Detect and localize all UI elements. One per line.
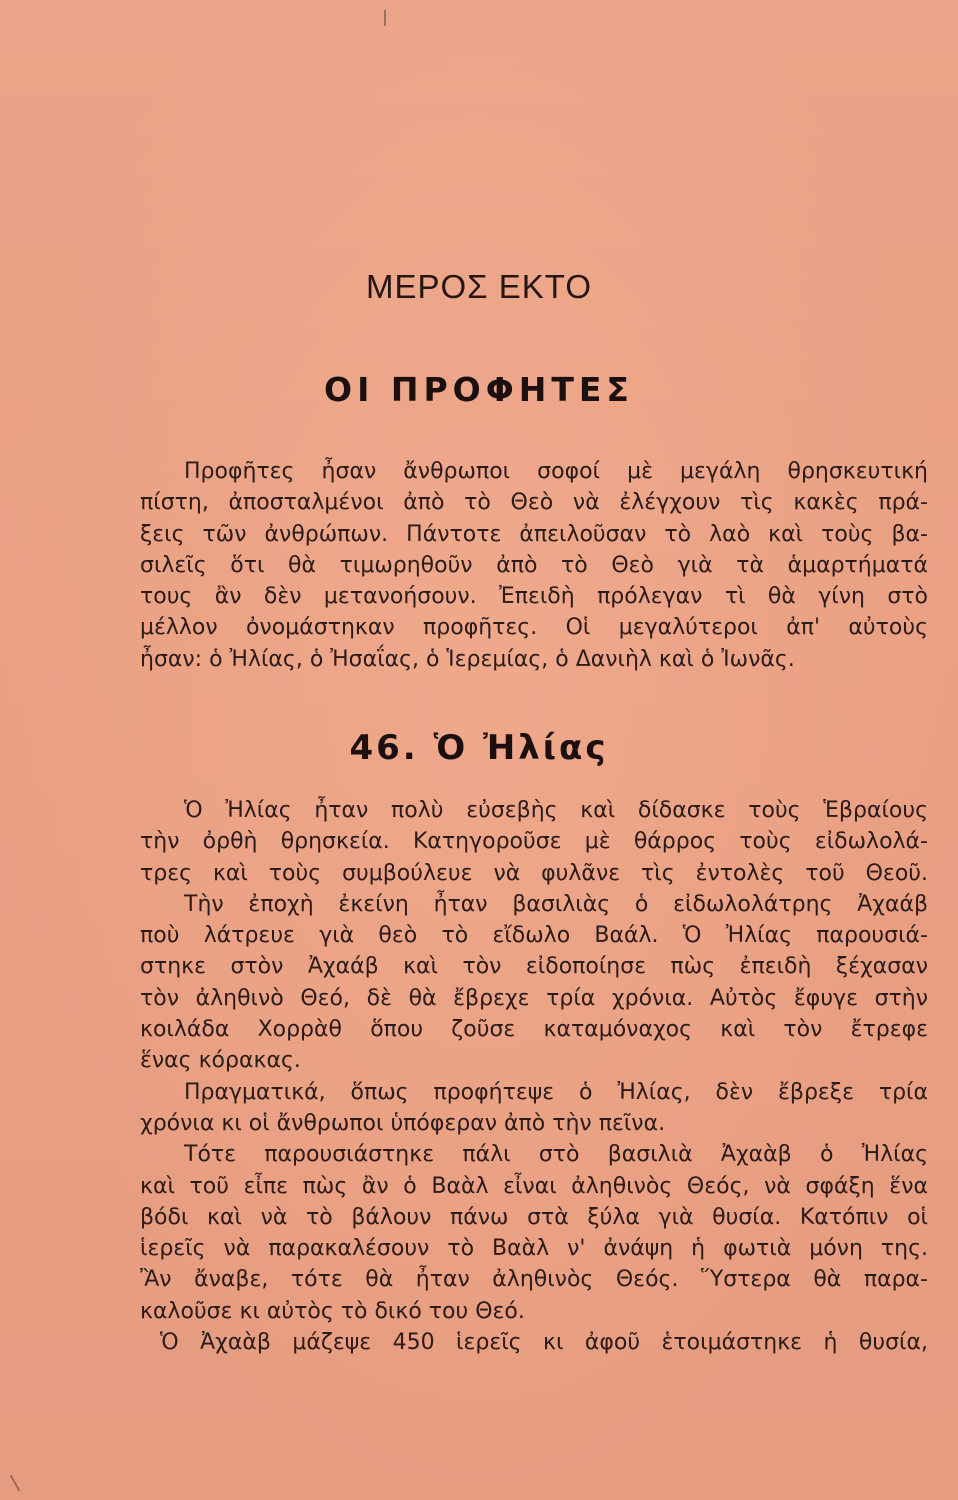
text-line: στηκε στὸν Ἀχαάβ καὶ τὸν εἰδοποίησε πὼς ἐπειδὴ ξέχασαν [140, 954, 928, 980]
text-line: Ὁ Ἀχαὰβ μάζεψε 450 ἱερεῖς κι ἀφοῦ ἑτοιμάστηκε ἡ θυσία, [160, 1330, 928, 1356]
text-line: Προφῆτες ἦσαν ἄνθρωποι σοφοί μὲ μεγάλη θρησκευτική [184, 459, 928, 484]
text-line: Τὴν ἐποχὴ ἐκείνη ἦταν βασιλιὰς ὁ εἰδωλολάτρης Ἀχαάβ [184, 891, 928, 917]
text-line: τους ἂν δὲν μετανοήσουν. Ἐπειδὴ πρόλεγαν τὶ θὰ γίνη στὸ [140, 584, 928, 610]
text-line: ἕνας κόρακας. [140, 1048, 301, 1074]
text-line: κοιλάδα Χορρὰθ ὅπου ζοῦσε καταμόναχος καὶ τὸν ἔτρεφε [140, 1017, 928, 1043]
text-line: Πραγματικά, ὅπως προφήτεψε ὁ Ἠλίας, δὲν ἔβρεξε τρία [184, 1079, 928, 1105]
text-line: καλοῦσε κι αὐτὸς τὸ δικό του Θεό. [140, 1298, 525, 1324]
part-heading: ΜΕΡΟΣ ΕΚΤΟ [366, 268, 592, 305]
text-line: σιλεῖς ὅτι θὰ τιμωρηθοῦν ἀπὸ τὸ Θεὸ γιὰ τὰ ἁμαρτήματά [140, 552, 928, 578]
intro-paragraph [140, 456, 928, 675]
page-stain-mark [10, 1475, 21, 1492]
text-line: Ὁ Ἠλίας ἦταν πολὺ εὐσεβὴς καὶ δίδασκε τοὺς Ἑβραίους [184, 798, 928, 823]
text-line: καὶ τοῦ εἶπε πὼς ἂν ὁ Βαὰλ εἶναι ἀληθινὸς Θεός, νὰ σφάξη ἕνα [140, 1173, 928, 1199]
text-line: Ἂν ἄναβε, τότε θὰ ἦταν ἀληθινὸς Θεός. Ὕστερα θὰ παρα- [140, 1267, 928, 1293]
chapter-heading: ΟΙ ΠΡΟΦΗΤΕΣ [324, 370, 634, 409]
text-line: τὴν ὀρθὴ θρησκεία. Κατηγοροῦσε μὲ θάρρος τοὺς εἰδωλολά- [140, 829, 928, 855]
section-heading: 46. Ὁ Ἠλίας [349, 728, 609, 768]
body-text [140, 795, 928, 1358]
text-line: ἦσαν: ὁ Ἠλίας, ὁ Ἠσαΐας, ὁ Ἱερεμίας, ὁ Δανιὴλ καὶ ὁ Ἰωνᾶς. [140, 646, 795, 672]
text-line: τὸν ἀληθινὸ Θεό, δὲ θὰ ἔβρεχε τρία χρόνια. Αὐτὸς ἔφυγε στὴν [140, 985, 928, 1011]
text-line: χρόνια κι οἱ ἄνθρωποι ὑπόφεραν ἀπὸ τὴν πεῖνα. [140, 1110, 666, 1136]
text-line: ἱερεῖς νὰ παρακαλέσουν τὸ Βαὰλ ν' ἀνάψη ἡ φωτιὰ μόνη της. [140, 1236, 928, 1262]
text-line: ξεις τῶν ἀνθρώπων. Πάντοτε ἀπειλοῦσαν τὸ λαὸ καὶ τοὺς βα- [140, 521, 928, 547]
text-line: βόδι καὶ νὰ τὸ βάλουν πάνω στὰ ξύλα γιὰ θυσία. Κατόπιν οἱ [140, 1204, 928, 1230]
text-line: τρες καὶ τοὺς συμβούλευε νὰ φυλᾶνε τὶς ἐντολὲς τοῦ Θεοῦ. [140, 860, 928, 886]
text-line: μέλλον ὀνομάστηκαν προφῆτες. Οἱ μεγαλύτεροι ἀπ' αὐτοὺς [140, 615, 928, 641]
text-line: πίστη, ἀποσταλμένοι ἀπὸ τὸ Θεὸ νὰ ἐλέγχουν τὶς κακὲς πρά- [140, 490, 928, 516]
page-stain-mark [384, 10, 386, 26]
text-line: Τότε παρουσιάστηκε πάλι στὸ βασιλιὰ Ἀχαὰβ ὁ Ἠλίας [184, 1142, 928, 1168]
text-line: ποὺ λάτρευε γιὰ θεὸ τὸ εἴδωλο Βαάλ. Ὁ Ἠλίας παρουσιά- [140, 923, 928, 949]
